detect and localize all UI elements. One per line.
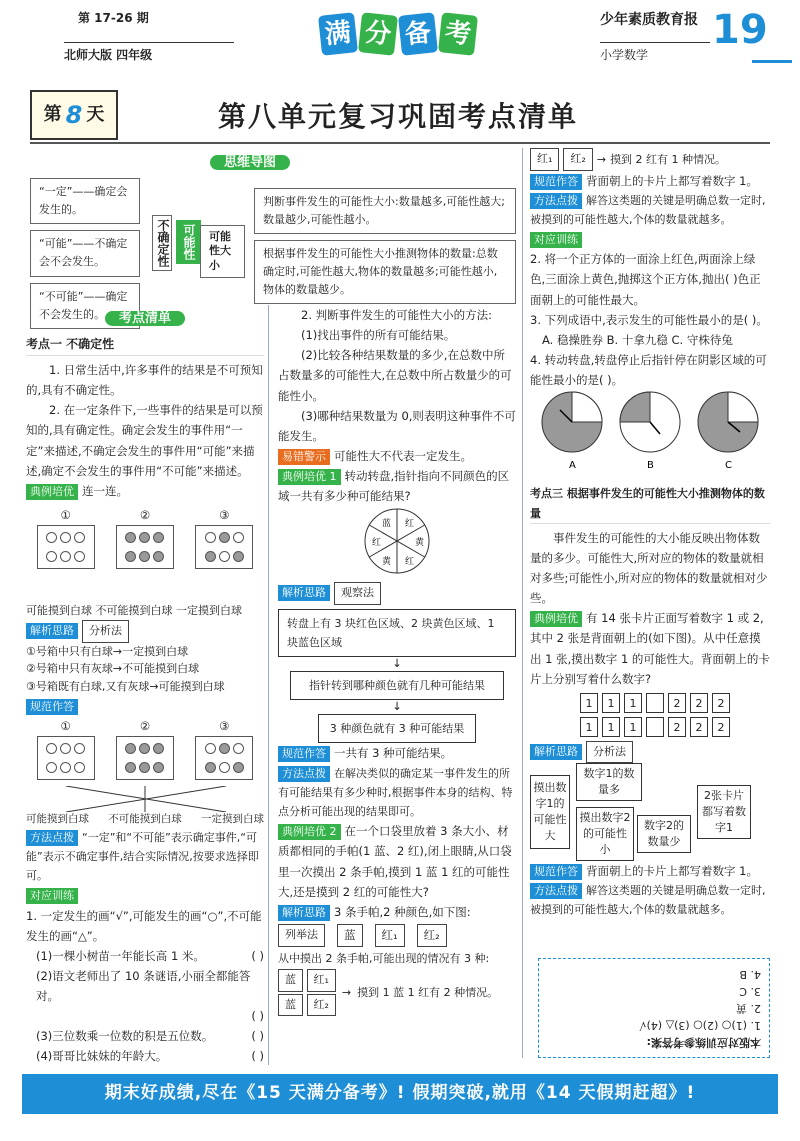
mindmap-item: 根据事件发生的可能性大小推测物体的数量:总数确定时,可能性越大,物体的数量越多;可能性越小,物体的数量越少。	[254, 240, 516, 304]
day-prefix: 第	[43, 104, 62, 126]
method-2: (2)比较各种结果数量的多少,在总数中所占数量多的可能性大,在总数中所占数量少的可能性小。	[278, 348, 512, 403]
answers-title: 本版对应训练参考答案:	[646, 1036, 761, 1049]
reason-line: ③号箱既有白球,又有灰球→可能摸到白球	[26, 679, 225, 693]
answer-diagram	[26, 716, 264, 828]
method-badge: 分析法	[586, 741, 633, 764]
q1-item: (2)语文老师出了 10 条谜语,小丽全都能答对。	[36, 968, 251, 1004]
flow-box: 2张卡片都写着数字1	[697, 785, 751, 839]
example-text: 转动转盘,指针指向不同颜色的区域一共有多少种可能结果?	[278, 469, 510, 504]
method-badge: 列举法	[278, 924, 325, 947]
card: 1	[624, 693, 642, 713]
warn-text: 可能性大不代表一定发生。	[334, 448, 472, 463]
answer-line: 2. 黄	[736, 1001, 761, 1015]
card-back	[646, 717, 664, 737]
card: 2	[712, 717, 730, 737]
tip-tag: 方法点拨	[278, 766, 330, 782]
mindmap-item: “可能”——不确定会不会发生。	[30, 230, 140, 276]
box-num: ①	[60, 718, 71, 733]
card: 1	[580, 693, 598, 713]
reason-line: ②号箱中只有灰球→不可能摸到白球	[26, 662, 200, 676]
card: 2	[712, 693, 730, 713]
logo-char: 备	[398, 12, 438, 56]
page-number: 19	[712, 7, 768, 53]
tip-text: 解答这类题的关键是明确总数一定时,被摸到的可能性越大,个体的数量就越多。	[530, 884, 766, 917]
logo-char: 满	[318, 12, 358, 56]
flow-box: 数字1的数量多	[576, 763, 642, 801]
tip-text: 在解决类似的确定某一事件发生的所有可能结果有多少种时,根据事件本身的结构、特点分析可能出现的结果即可。	[278, 766, 513, 819]
norm-tag: 规范作答	[530, 174, 582, 190]
q4: 4. 转动转盘,转盘停止后指针停在阴影区域的可能性最小的是( )。	[530, 352, 767, 387]
card: 1	[602, 693, 620, 713]
norm-text: 背面朝上的卡片上都写着数字 1。	[586, 173, 758, 188]
box-3	[195, 505, 253, 569]
method-1: (1)找出事件的所有可能结果。	[301, 328, 456, 343]
answers-box	[538, 958, 770, 1058]
answer-blank: ( )	[251, 1049, 264, 1064]
tip-text: 解答这类题的关键是明确总数一定时,被摸到的可能性越大,个体的数量就越多。	[530, 193, 766, 226]
norm-text: 背面朝上的卡片上都写着数字 1。	[586, 863, 758, 878]
card: 1	[580, 717, 598, 737]
mindmap-label	[210, 152, 290, 174]
spinners-abc	[530, 390, 770, 474]
example-tag: 典例培优 1	[278, 469, 341, 485]
norm-tag: 规范作答	[278, 746, 330, 762]
mindmap-item: “一定”——确定会发生的。	[30, 178, 140, 224]
case-item: 红₂	[563, 148, 592, 171]
example-text: 连一连。	[82, 483, 128, 498]
list-intro: 从中摸出 2 条手帕,可能出现的情况有 3 种:	[278, 952, 490, 966]
day-suffix: 天	[86, 104, 105, 126]
edition: 北师大版 四年级	[64, 42, 234, 66]
think-text: 3 条手帕,2 种颜色,如下图:	[334, 904, 471, 919]
column-divider	[522, 148, 523, 1058]
day-number: 8	[65, 101, 83, 129]
norm-tag: 规范作答	[26, 699, 78, 715]
example-tag: 典例培优	[26, 484, 78, 500]
column-3: 红₁ 红₂ → 摸到 2 红有 1 种情况。 规范作答 背面朝上的卡片上都写着数字 1。 方法点拨 解答这类题的关键是明确总数一定时,被摸到的可能性越大,个体的数量就越多。 对应训练 2. 将一个正方体的一面涂上红色,两面涂上绿色,三面涂上黄色,抛掷这个正方体,抛出( )色正面朝上的可能性最大。 3. 下列成语中,表示发生的可能性最小的是( )。 A. 稳操胜券 B. 十拿九稳 C. 守株待兔 4. 转动转盘,转盘停止后指针停在阴影区域的可能性最小的是( )。 A B C 考点三 根据事件发生的可能性大小推测物体的数量 事件发生的可能性的大小能反映出物体数量的多少。可能性大,所对应的物体的数量就相对多些;可能性小,所对应的物体的数量就相对少些。 典例培优 有 14 张卡片正面写着数字 1 或 2,其中 2 张是背面朝上的(如下图)。从中任意摸出 1 张,摸出数字 1 的可能性大。背面朝上的卡片上分别写着什么数字? 1 1 1 2 2 2 1 1 1 2 2 2 解析思路 分析法 摸出数字1的可能性大 数字1的数量多 摸出数字2的可能性小 数字2的数量少 2张卡片都写着数字1 规范作答 背面朝上的卡片上都写着数字 1。 方法点拨 解答这类题的关键是明确总数一定时,被摸到的可能性越大,个体的数量就越多。	[530, 148, 770, 920]
ball-boxes	[26, 505, 264, 569]
case-item: 红₂	[307, 994, 336, 1017]
choice-labels: 可能摸到白球 不可能摸到白球 一定摸到白球	[26, 604, 242, 617]
train-tag: 对应训练	[530, 232, 582, 248]
example-tag: 典例培优 2	[278, 824, 341, 840]
flow-box: 摸出数字1的可能性大	[530, 775, 570, 849]
answer-label: 一定摸到白球	[201, 812, 264, 825]
card-back	[646, 693, 664, 713]
kp3-title: 考点三 根据事件发生的可能性大小推测物体的数量	[530, 484, 770, 524]
method-title: 2. 判断事件发生的可能性大小的方法:	[301, 308, 493, 322]
method-badge: 分析法	[82, 620, 129, 643]
kp3-text: 事件发生的可能性的大小能反映出物体数量的多少。可能性大,所对应的物体的数量就相对多些;可能性小,所对应的物体的数量就相对少些。	[530, 530, 768, 606]
answer-line: 3. C	[739, 984, 761, 998]
case-item: 红₁	[307, 969, 336, 992]
logo-char: 分	[358, 12, 398, 56]
kp1-p1: 1. 日常生活中,许多事件的结果是不可预知的,具有不确定性。	[26, 363, 263, 398]
footer-banner: 期末好成绩,尽在《15 天满分备考》! 假期突破,就用《14 天假期赶超》!	[22, 1074, 778, 1114]
norm-tag: 规范作答	[530, 864, 582, 880]
card: 2	[668, 717, 686, 737]
box-num: ②	[139, 718, 151, 733]
spinner-label: A	[569, 460, 576, 472]
flow-box: 转盘上有 3 块红色区域、2 块黄色区域、1 块蓝色区域	[278, 609, 516, 658]
tip-tag: 方法点拨	[530, 883, 582, 899]
mindmap-label-text: 思维导图	[210, 155, 290, 170]
answer-blank: ( )	[251, 948, 264, 963]
case-b: 摸到 2 红有 1 种情况。	[610, 152, 727, 166]
analysis-flow	[530, 763, 770, 861]
example-text: 有 14 张卡片正面写着数字 1 或 2,其中 2 张是背面朝上的(如下图)。从中任意摸出 1 张,摸出数字 1 的可能性大。背面朝上的卡片上分别写着什么数字?	[530, 611, 770, 686]
spinner-label: 黄	[415, 538, 425, 549]
box-2	[116, 505, 174, 569]
norm-text: 一共有 3 种可能结果。	[334, 746, 453, 761]
day-badge	[30, 90, 118, 140]
method-3: (3)哪种结果数量为 0,则表明这种事件不可能发生。	[278, 408, 516, 443]
card: 2	[690, 717, 708, 737]
node-uncertain: 不确定性	[152, 215, 172, 271]
tip-text: “一定”和“不可能”表示确定事件,“可能”表示不确定事件,结合实际情况,按要求选择即可。	[26, 830, 259, 883]
method-badge: 观察法	[334, 582, 381, 605]
answer-line: 1. (1)○ (2)○ (3)△ (4)√	[639, 1018, 761, 1032]
card: 2	[668, 693, 686, 713]
answer-label: 可能摸到白球	[26, 812, 89, 825]
connect-lines	[26, 786, 264, 812]
case-a: 摸到 1 蓝 1 红有 2 种情况。	[357, 986, 499, 1000]
box-num: ③	[219, 507, 230, 522]
think-tag: 解析思路	[26, 623, 78, 639]
spinner-label: 红	[405, 557, 415, 568]
spinner-label: 红	[372, 538, 382, 549]
q1-item: (3)三位数乘一位数的积是五位数。	[36, 1029, 214, 1044]
mindmap-left	[30, 178, 145, 329]
case-item: 蓝	[278, 969, 303, 992]
column-divider	[268, 305, 269, 1065]
column-1	[26, 308, 264, 1117]
card-rows	[530, 693, 770, 737]
section-badge: 考点清单	[105, 311, 185, 326]
logo-char: 考	[438, 12, 478, 56]
mindmap-item: 判断事件发生的可能性大小:数量越多,可能性越大;数量越少,可能性越小。	[254, 188, 516, 234]
spinner-label: 蓝	[382, 519, 392, 530]
card: 1	[624, 717, 642, 737]
tip-tag: 方法点拨	[26, 830, 78, 846]
node-possibility: 可能性	[176, 220, 201, 264]
divider	[30, 142, 770, 144]
answer-blank: ( )	[251, 1009, 264, 1024]
answer-line: 4. B	[739, 967, 761, 981]
page-title: 第八单元复习巩固考点清单	[218, 100, 579, 133]
card: 2	[690, 693, 708, 713]
think-tag: 解析思路	[530, 744, 582, 760]
issue-number: 第 17-26 期	[78, 11, 149, 25]
card: 1	[602, 717, 620, 737]
answer-label: 不可能摸到白球	[108, 812, 182, 825]
column-2: 2. 判断事件发生的可能性大小的方法: (1)找出事件的所有可能结果。 (2)比较各种结果数量的多少,在总数中所占数量多的可能性大,在总数中所占数量少的可能性小。 (3)哪种结果数量为 0,则表明这种事件不可能发生。 易错警示 可能性大不代表一定发生。 典例培优 1 转动转盘,指针指向不同颜色的区域一共有多少种可能结果? 红 黄 红 黄 红 蓝 解析思路 观察法 转盘上有 3 块红色区域、2 块黄色区域、1 块蓝色区域 ↓ 指针转到哪种颜色就有几种可能结果 ↓ 3 种颜色就有 3 种可能结果 规范作答 一共有 3 种可能结果。 方法点拨 在解决类似的确定某一事件发生的所有可能结果有多少种时,根据事件本身的结构、特点分析可能出现的结果即可。 典例培优 2 在一个口袋里放着 3 条大小、材质都相同的手帕(1 蓝、2 红),闭上眼睛,从口袋里一次摸出 2 条手帕,摸到 1 蓝 1 红的可能性大,还是摸到 2 红的可能性大? 解析思路 3 条手帕,2 种颜色,如下图: 列举法 蓝 红₁ 红₂ 从中摸出 2 条手帕,可能出现的情况有 3 种: 蓝 红₁ 蓝 红₂ → 摸到 1 蓝 1 红有 2 种情况。	[278, 305, 516, 1017]
flow-box: 摸出数字2的可能性小	[576, 807, 634, 861]
spinner-label: 红	[405, 519, 415, 530]
example-text: 在一个口袋里放着 3 条大小、材质都相同的手帕(1 蓝、2 红),闭上眼睛,从口袋里一次摸出 2 条手帕,摸到 1 蓝 1 红的可能性大,还是摸到 2 红的可能性大?	[278, 824, 512, 899]
q3-options: A. 稳操胜券 B. 十拿九稳 C. 守株待兔	[542, 332, 733, 347]
spinner-label: B	[647, 460, 654, 472]
handkerchief: 红₂	[417, 924, 447, 947]
q1: 1. 一定发生的画“√”,可能发生的画“○”,不可能发生的画“△”。	[26, 908, 262, 943]
q1-item: (1)一棵小树苗一年能长高 1 米。	[36, 948, 205, 963]
box-num: ①	[60, 507, 71, 522]
paper-name: 少年素质教育报	[600, 12, 698, 28]
case-item: 蓝	[278, 994, 303, 1017]
tip-tag: 方法点拨	[530, 193, 582, 209]
think-tag: 解析思路	[278, 905, 330, 921]
kp1-p2: 2. 在一定条件下,一些事件的结果是可以预知的,具有确定性。确定会发生的事件用“一定”来描述,不确定会发生的事件用“可能”来描述,确定不会发生的事件用“不可能”来描述。	[26, 403, 263, 478]
reason-line: ①号箱中只有白球→一定摸到白球	[26, 644, 189, 658]
q1-item: (4)哥哥比妹妹的年龄大。	[36, 1049, 168, 1064]
spinner	[278, 506, 516, 576]
spinner-label: C	[725, 460, 732, 472]
node-size: 可能性大小	[200, 225, 245, 278]
warn-tag: 易错警示	[278, 449, 330, 465]
case-item: 红₁	[530, 148, 559, 171]
spinner-label: 黄	[382, 557, 392, 568]
box-num: ③	[219, 718, 230, 733]
handkerchief: 红₁	[375, 924, 405, 947]
train-tag: 对应训练	[26, 888, 78, 904]
handkerchief: 蓝	[337, 924, 363, 947]
mindmap-item: “不可能”——确定不会发生的。	[30, 283, 140, 329]
box-num: ②	[139, 507, 151, 522]
box-1	[37, 505, 95, 569]
divider	[752, 60, 792, 63]
kp1-title: 考点一 不确定性	[26, 334, 264, 356]
flow-box: 数字2的数量少	[637, 815, 691, 853]
think-tag: 解析思路	[278, 585, 330, 601]
q2: 2. 将一个正方体的一面涂上红色,两面涂上绿色,三面涂上黄色,抛掷这个正方体,抛出( )色正面朝上的可能性最大。	[530, 252, 761, 307]
answer-blank: ( )	[251, 1029, 264, 1044]
q3: 3. 下列成语中,表示发生的可能性最小的是( )。	[530, 312, 768, 327]
subject: 小学数学	[600, 42, 710, 66]
flow-box: 指针转到哪种颜色就有几种可能结果	[290, 671, 504, 700]
logo	[318, 14, 478, 64]
example-tag: 典例培优	[530, 611, 582, 627]
flow-box: 3 种颜色就有 3 种可能结果	[318, 714, 476, 743]
